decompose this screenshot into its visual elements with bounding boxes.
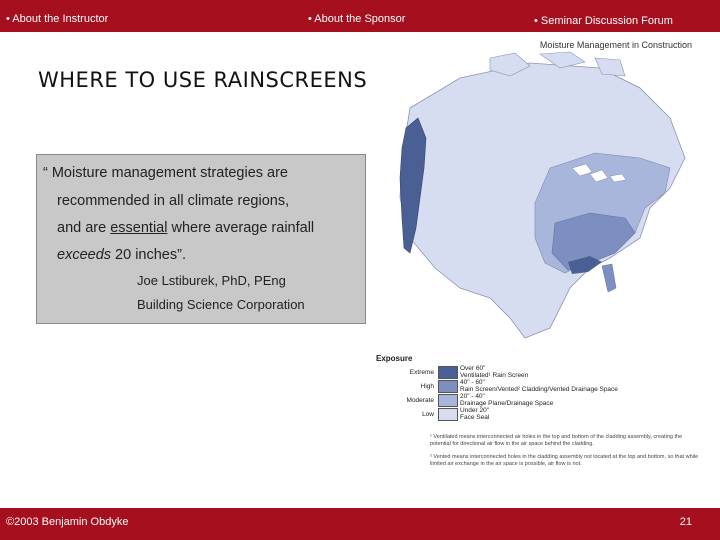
quote-line-2: recommended in all climate regions, — [57, 193, 290, 209]
legend-level-moderate: Moderate — [406, 397, 434, 404]
nav-about-instructor[interactable]: • About the Instructor — [6, 13, 109, 25]
legend-level-low: Low — [422, 411, 434, 418]
quote-line-1: “ Moisture management strategies are — [43, 165, 288, 181]
legend-level-high: High — [420, 383, 434, 390]
rainfall-exposure-map — [340, 48, 702, 348]
slide-title: WHERE TO USE RAINSCREENS — [38, 68, 368, 92]
quote-line-3-end: where average rainfall — [167, 220, 315, 236]
legend-desc-high-range: 40" - 60" — [460, 379, 485, 386]
north-america-map — [340, 48, 702, 348]
quote-box — [36, 154, 366, 324]
legend-swatch-extreme — [438, 366, 458, 379]
legend-desc-extreme-range: Over 60" — [460, 365, 486, 372]
legend-level-extreme: Extreme — [409, 369, 434, 376]
legend-desc-low-method: Face Seal — [460, 414, 490, 421]
quote-line-4 — [57, 247, 186, 263]
legend-desc-extreme-method: Ventilated¹ Rain Screen — [460, 372, 529, 379]
legend-desc-high-method: Rain Screen/Vented² Cladding/Vented Drainage Space — [460, 386, 618, 393]
top-nav-bar — [0, 0, 720, 32]
footer-bar — [0, 508, 720, 540]
legend-desc-extreme — [460, 365, 528, 379]
quote-line-3-start: and are — [57, 220, 111, 236]
legend-desc-moderate-method: Drainage Plane/Drainage Space — [460, 400, 554, 407]
legend-note-ventilated: ¹ Ventilated means interconnected air holes in the top and bottom of the cladding assembly, creating the potential for directional air flow in the air space behind the cladding. — [430, 434, 683, 447]
quote-line-3 — [57, 220, 314, 236]
legend-note-vented: ² Vented means interconnected holes in the cladding assembly not located at the top and bottom, so that while limited air exchange in the air space is possible, air flow is not. — [430, 454, 699, 467]
legend-desc-moderate — [460, 393, 553, 407]
quote-emphasis-exceeds: exceeds — [57, 247, 112, 263]
nav-seminar-forum[interactable]: • Seminar Discussion Forum — [534, 15, 673, 27]
legend-desc-moderate-range: 20" - 40" — [460, 393, 485, 400]
legend-desc-high — [460, 379, 618, 393]
legend-swatch-high — [438, 380, 458, 393]
legend-swatch-moderate — [438, 394, 458, 407]
quote-author: Joe Lstiburek, PhD, PEng — [137, 273, 286, 288]
legend-header: Exposure — [376, 354, 413, 363]
exposure-legend — [372, 350, 712, 490]
legend-desc-low — [460, 407, 489, 421]
quote-emphasis-essential: essential — [110, 220, 168, 236]
legend-desc-low-range: Under 20" — [460, 407, 490, 414]
footer-copyright: ©2003 Benjamin Obdyke — [6, 516, 129, 528]
page-number: 21 — [679, 516, 692, 528]
quote-organization: Building Science Corporation — [137, 297, 305, 312]
quote-line-4-end: 20 inches”. — [111, 247, 186, 263]
legend-swatch-low — [438, 408, 458, 421]
course-subtitle: Moisture Management in Construction — [539, 40, 692, 50]
nav-about-sponsor[interactable]: • About the Sponsor — [308, 13, 406, 25]
